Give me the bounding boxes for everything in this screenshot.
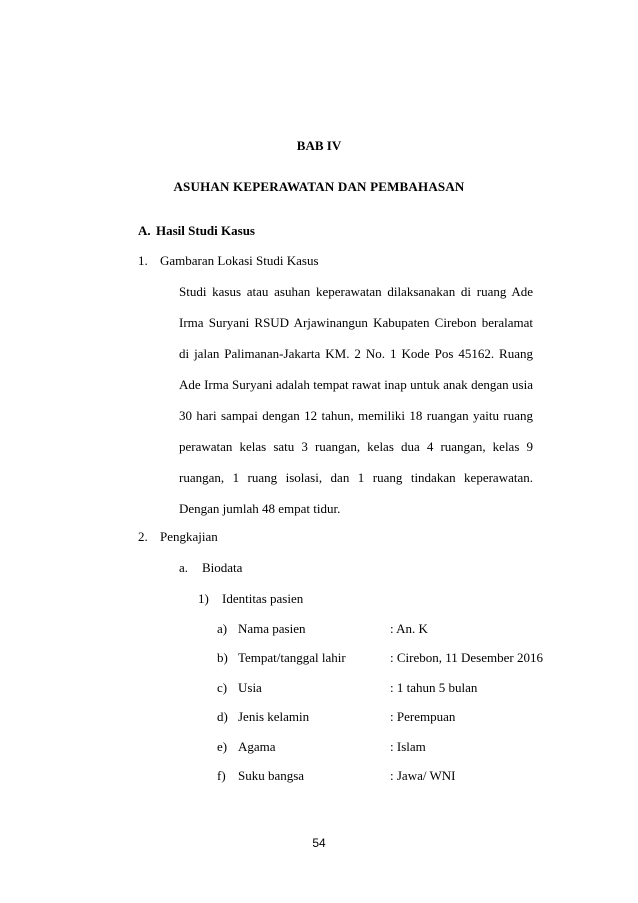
chapter-heading: BAB IV <box>296 138 342 153</box>
subsection-1-heading: Gambaran Lokasi Studi Kasus <box>160 253 319 268</box>
list-item-label: f) <box>217 768 226 783</box>
subsection-2-heading: Pengkajian <box>160 529 218 544</box>
list-item-label: e) <box>217 739 228 754</box>
location-paragraph: Studi kasus atau asuhan keperawatan dilaksanakan di ruang Ade Irma Suryani RSUD Arjawinangun Kabupaten Cirebon beralamat di jalan Palimanan-Jakarta KM. 2 No. 1 Kode Pos 45162. Ruang Ade Irma Suryani adalah tempat rawat inap untuk anak dengan usia 30 hari sampai dengan 12 tahun, memiliki 18 ruangan yaitu ruang perawatan kelas satu 3 ruangan, kelas dua 4 ruangan, kelas 9 ruangan, 1 ruang isolasi, dan 1 ruang tindakan keperawatan. Dengan jumlah 48 empat tidur. <box>179 284 533 516</box>
biodata-heading: Biodata <box>202 560 243 575</box>
list-item-label: d) <box>217 709 228 724</box>
field-value: : Cirebon, 11 Desember 2016 <box>390 650 543 665</box>
field-name: Usia <box>238 680 262 695</box>
subsection-1-label: 1. <box>138 253 148 268</box>
field-name: Tempat/tanggal lahir <box>238 650 346 665</box>
field-value: : Islam <box>390 739 426 754</box>
field-value: : Jawa/ WNI <box>390 768 456 783</box>
section-heading: Hasil Studi Kasus <box>156 223 255 238</box>
list-item-label: b) <box>217 650 228 665</box>
field-name: Nama pasien <box>238 621 306 636</box>
section-label: A. <box>138 223 151 238</box>
field-value: : An. K <box>390 621 428 636</box>
patient-identity-label: 1) <box>198 591 209 606</box>
biodata-label: a. <box>179 560 189 575</box>
field-value: : Perempuan <box>390 709 456 724</box>
chapter-title: ASUHAN KEPERAWATAN DAN PEMBAHASAN <box>173 179 465 194</box>
list-item-label: a) <box>217 621 228 636</box>
field-name: Jenis kelamin <box>238 709 310 724</box>
list-item-label: c) <box>217 680 228 695</box>
page-number: 54 <box>312 836 326 850</box>
patient-identity-heading: Identitas pasien <box>222 591 304 606</box>
field-name: Suku bangsa <box>238 768 305 783</box>
subsection-2-label: 2. <box>138 529 148 544</box>
field-value: : 1 tahun 5 bulan <box>390 680 478 695</box>
field-name: Agama <box>238 739 276 754</box>
